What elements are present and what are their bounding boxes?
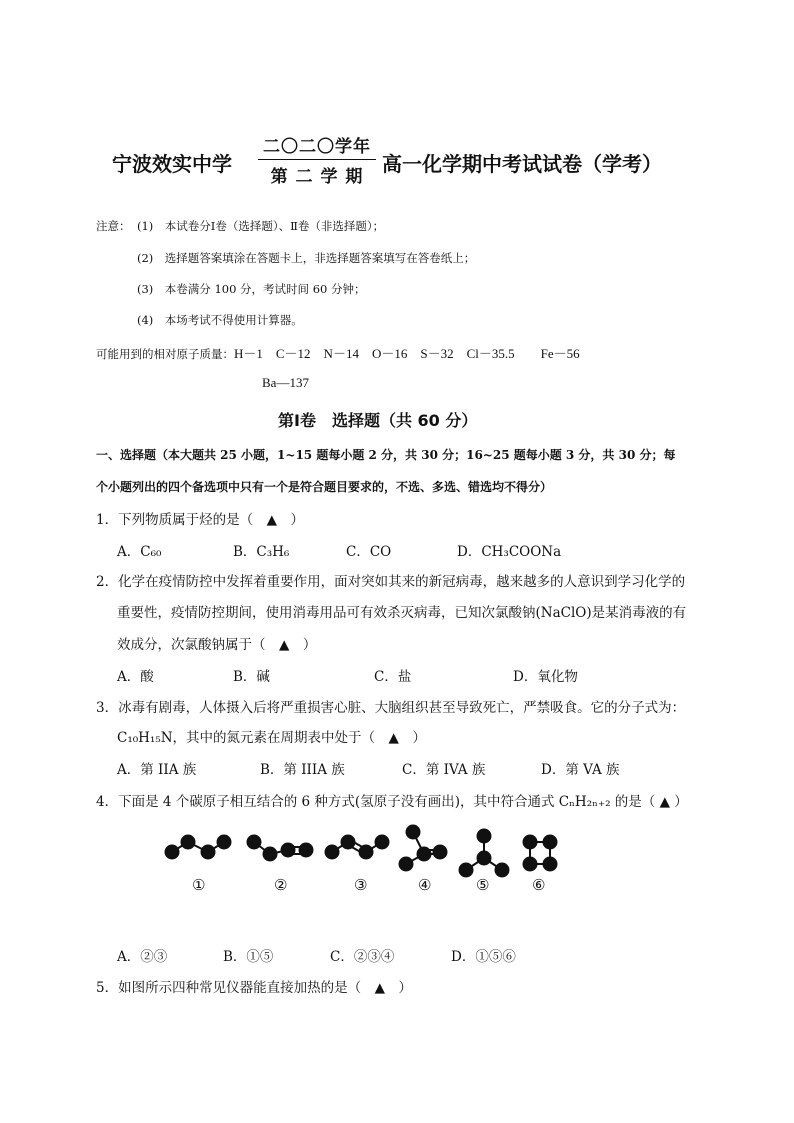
figure-label-4: ④ <box>418 876 432 894</box>
term-divider <box>258 159 376 160</box>
note-item-2: (2) 选择题答案填涂在答题卡上，非选择题答案填写在答卷纸上； <box>137 251 476 265</box>
note-item-4: (4) 本场考试不得使用计算器。 <box>137 313 303 327</box>
atomic-masses <box>96 343 580 362</box>
q1-option-b: B．C₃H₆ <box>233 544 290 560</box>
school-name: 宁波效实中学 <box>112 152 232 176</box>
q3-option-c: C．第 IVA 族 <box>402 762 486 778</box>
q2-option-d: D．氧化物 <box>513 669 578 685</box>
school-year: 二〇二〇学年 <box>263 137 371 157</box>
figure-label-2: ② <box>274 876 288 894</box>
q2-option-a: A．酸 <box>117 669 154 685</box>
q1-option-d: D．CH₃COONa <box>457 544 562 560</box>
atomic-masses-label: 可能用到的相对原子质量： <box>96 347 234 361</box>
question-4-stem: 4．下面是 4 个碳原子相互结合的 6 种方式(氢原子没有画出)，其中符合通式 CₙH₂ₙ₊₂ 的是（ ▲ ） <box>96 794 688 810</box>
figure-label-3: ③ <box>354 876 368 894</box>
question-2-line-2: 重要性，疫情防控期间，使用消毒用品可有效杀灭病毒，已知次氯酸钠(NaClO)是某消毒液的有 <box>117 605 687 621</box>
part-title-line-1: 一、选择题（本大题共 25 小题，1~15 题每小题 2 分，共 30 分；16~25 题每小题 3 分，共 30 分；每 <box>96 448 676 462</box>
carbon-structures-svg <box>160 824 580 904</box>
q3-option-d: D．第 VA 族 <box>541 762 620 778</box>
figure-label-6: ⑥ <box>532 876 546 894</box>
figure-label-5: ⑤ <box>476 876 490 894</box>
notes-lead: 注意： <box>96 219 131 233</box>
atomic-masses-cont: Ba—137 <box>262 375 309 390</box>
question-1-stem: 1．下列物质属于烃的是（ ▲ ） <box>96 512 304 528</box>
q3-option-a: A．第 IIA 族 <box>117 762 197 778</box>
question-5-stem: 5．如图所示四种常见仪器能直接加热的是（ ▲ ） <box>96 980 412 996</box>
question-3-line-1: 3．冰毒有剧毒，人体摄入后将严重损害心脏、大脑组织甚至导致死亡，严禁吸食。它的分子式为： <box>96 700 686 716</box>
q4-option-a: A．②③ <box>117 949 168 965</box>
question-2-line-1: 2．化学在疫情防控中发挥着重要作用，面对突如其来的新冠病毒，越来越多的人意识到学习化学的 <box>96 574 686 590</box>
exam-title: 高一化学期中考试试卷（学考） <box>382 152 662 176</box>
question-2-line-3: 效成分，次氯酸钠属于（ ▲ ） <box>117 637 317 653</box>
figure-label-1: ① <box>192 876 206 894</box>
q2-option-c: C．盐 <box>374 669 412 685</box>
q4-option-d: D．①⑤⑥ <box>451 949 516 965</box>
atomic-masses-values: H－1 C－12 N－14 O－16 S－32 Cl－35.5 Fe－56 <box>234 346 580 361</box>
q4-option-c: C．②③④ <box>330 949 395 965</box>
question-3-line-2: C₁₀H₁₅N，其中的氮元素在周期表中处于（ ▲ ） <box>117 730 426 746</box>
q1-option-a: A．C₆₀ <box>117 544 162 560</box>
q3-option-b: B．第 IIIA 族 <box>260 762 345 778</box>
q2-option-b: B．碱 <box>233 669 270 685</box>
note-item-3: (3) 本卷满分 100 分，考试时间 60 分钟； <box>137 282 366 296</box>
section-title: 第Ⅰ卷 选择题（共 60 分） <box>278 411 478 430</box>
school-term: 第 二 学 期 <box>270 167 364 187</box>
carbon-structures-figure <box>160 824 580 904</box>
term-stack <box>258 132 376 187</box>
part-title-line-2: 个小题列出的四个备选项中只有一个是符合题目要求的，不选、多选、错选均不得分） <box>96 480 553 494</box>
note-item-1: (1) 本试卷分Ⅰ卷（选择题）、Ⅱ卷（非选择题）； <box>137 219 385 233</box>
q4-option-b: B．①⑤ <box>223 949 274 965</box>
q1-option-c: C．CO <box>346 544 392 560</box>
